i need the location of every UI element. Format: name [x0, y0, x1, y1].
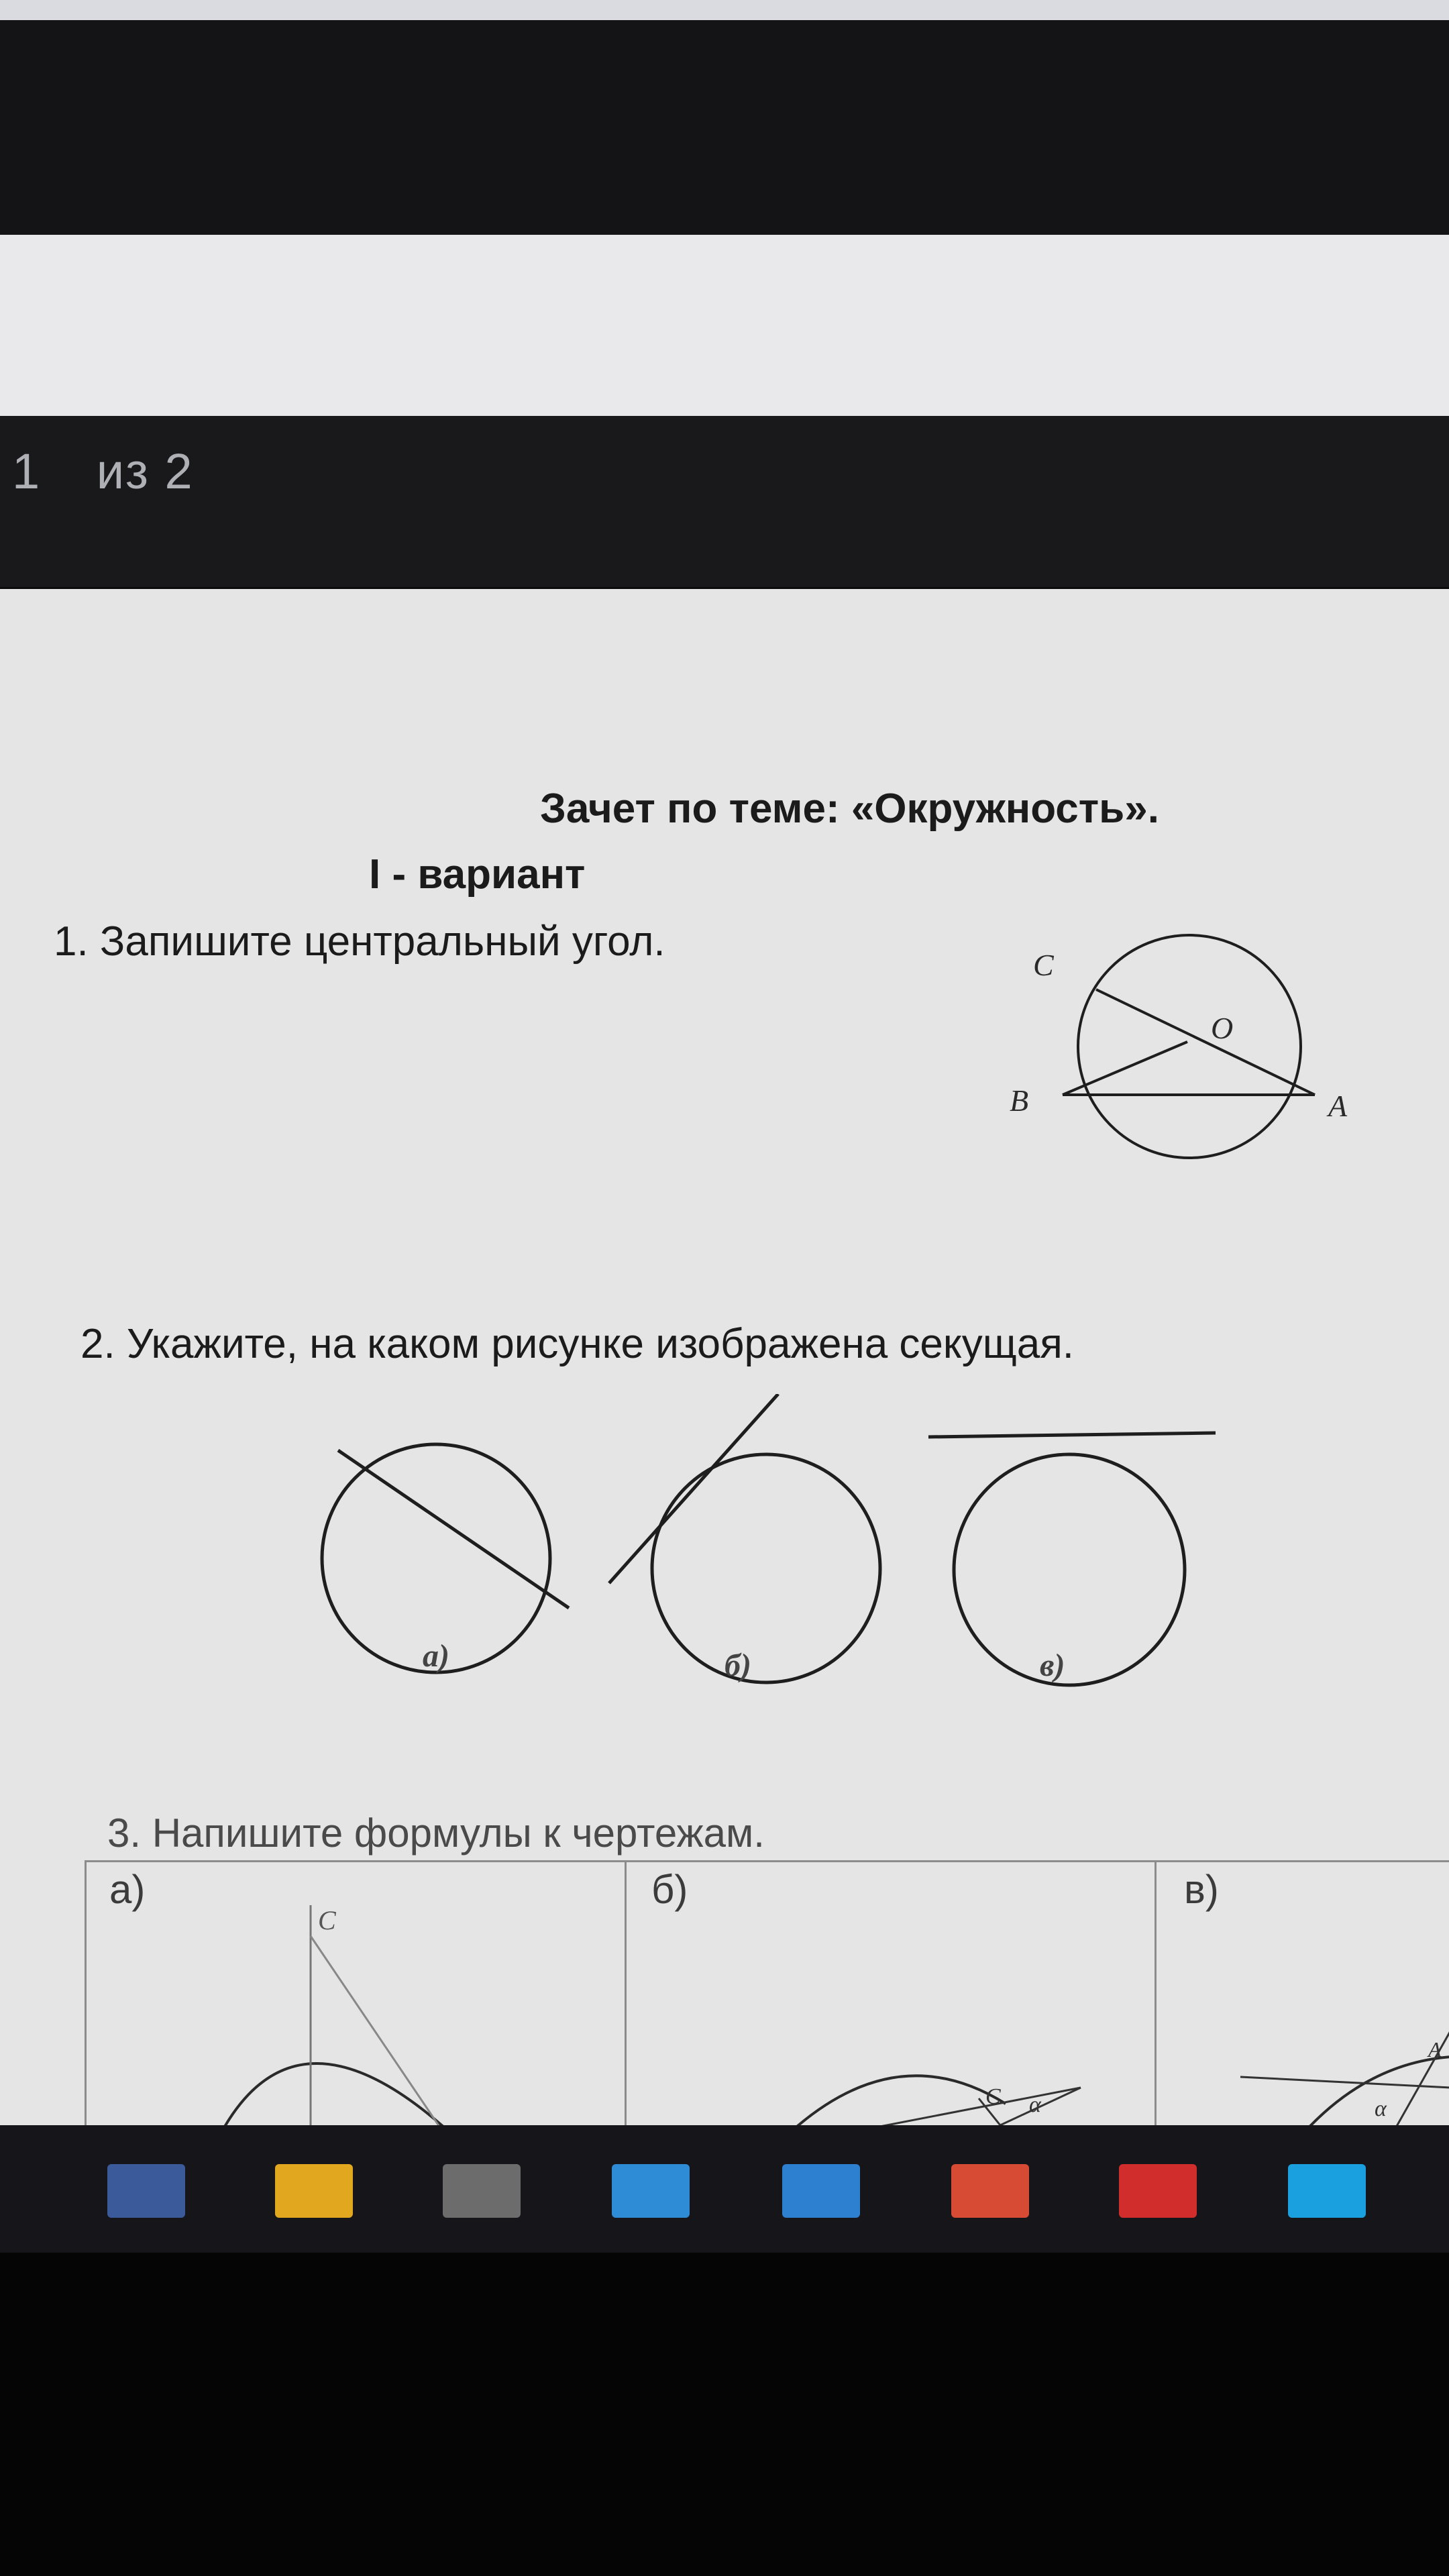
mail-icon[interactable]: [612, 2164, 690, 2218]
figure-a-label: а): [423, 1638, 449, 1674]
figure-b-tangent: [609, 1394, 880, 1682]
point-c-label: C: [1033, 948, 1054, 982]
edge-icon[interactable]: [782, 2164, 860, 2218]
viewer-toolbar: [0, 416, 1449, 587]
windows-taskbar: [0, 2125, 1449, 2253]
cell-c-label: в): [1184, 1867, 1219, 1912]
fig-c-point-a: A: [1428, 2037, 1442, 2061]
fig-b-angle: α: [1029, 2092, 1041, 2117]
fig-c-angle: α: [1375, 2096, 1387, 2121]
formula-table: [85, 1860, 1449, 2125]
window-top-area: [0, 20, 1449, 235]
fig-a-point-c: C: [318, 1905, 336, 1935]
central-angle-figure: [993, 904, 1382, 1186]
store-icon[interactable]: [443, 2164, 521, 2218]
cell-b-label: б): [651, 1867, 688, 1912]
secant-figures: [295, 1394, 1234, 1689]
chrome-icon[interactable]: [951, 2164, 1029, 2218]
word-icon[interactable]: [107, 2164, 185, 2218]
document-title: Зачет по теме: «Окружность».: [540, 786, 1159, 832]
document-page: [0, 589, 1449, 2125]
yandex-browser-icon[interactable]: [1119, 2164, 1197, 2218]
file-explorer-icon[interactable]: [275, 2164, 353, 2218]
question-2-text: 2. Укажите, на каком рисунке изображена секущая.: [80, 1321, 1075, 1367]
figure-b-label: б): [724, 1648, 751, 1683]
total-pages-label: из 2: [96, 443, 194, 499]
skype-icon[interactable]: [1288, 2164, 1366, 2218]
question-3-figures: [87, 1862, 1449, 2125]
point-a-label: A: [1328, 1089, 1348, 1123]
cell-a-label: а): [109, 1867, 146, 1912]
question-3-text: 3. Напишите формулы к чертежам.: [107, 1811, 765, 1856]
point-o-label: O: [1211, 1011, 1234, 1045]
question-1-text: 1. Запишите центральный угол.: [54, 918, 665, 965]
fig-b-point-c: C: [985, 2084, 1001, 2109]
page-counter: [12, 443, 194, 500]
figure-c-label: в): [1040, 1648, 1065, 1683]
variant-heading: I - вариант: [369, 851, 586, 898]
monitor-top-edge: [0, 0, 1449, 20]
point-b-label: B: [1010, 1083, 1029, 1118]
current-page-number[interactable]: 1: [12, 443, 42, 499]
window-tab-strip: [0, 235, 1449, 416]
figure-c-no-intersection: [928, 1433, 1216, 1685]
monitor-bezel: [0, 2253, 1449, 2576]
